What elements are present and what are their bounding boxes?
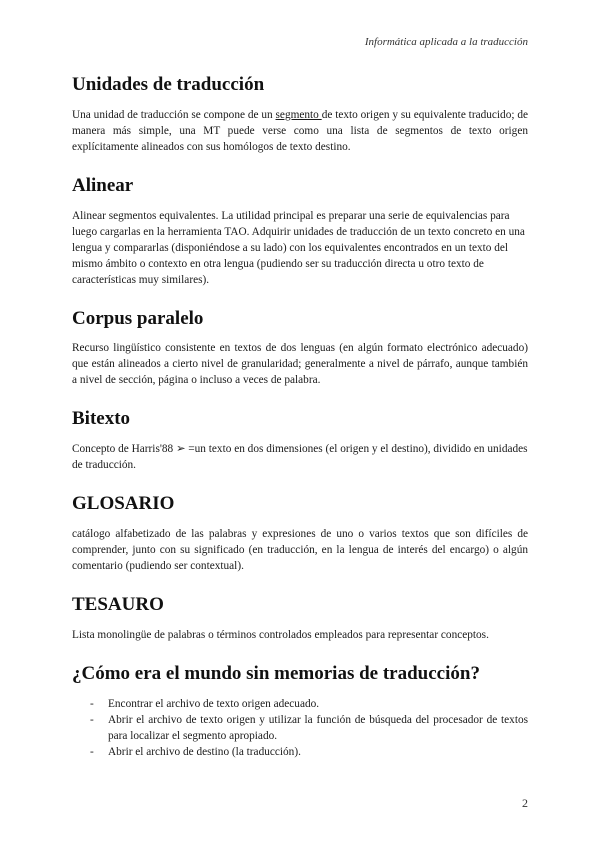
section-title: Bitexto (72, 408, 131, 430)
section-body: Alinear segmentos equivalentes. La utilidad principal es preparar una serie de equivalencias para luego cargarlas en la herramienta TAO. Adquirir unidades de traducción de un texto concreto en una lengua y compararlas (disponiéndose a su lado) con los equivalentes encontrados en un texto del mismo ámbito o contexto en otra lengua (pudiendo ser su traducción directa u otro texto de características muy similares). (72, 209, 525, 286)
section-tesauro (72, 594, 528, 643)
section-corpus-paralelo (72, 308, 528, 389)
document-body (72, 74, 528, 780)
page-number: 2 (522, 796, 528, 810)
section-body: Recurso lingüístico consistente en textos de dos lenguas (en algún formato electrónico adecuado) que están alineados a cierto nivel de granularidad; generalmente a nivel de párrafo, aunque también a nivel de sección, página o incluso a veces de palabra. (72, 342, 528, 387)
section-title: GLOSARIO (72, 493, 175, 515)
list-item: - Encontrar el archivo de texto origen adecuado. (90, 697, 320, 710)
section-title: Unidades de traducción (72, 74, 265, 95)
section-glosario (72, 493, 528, 574)
steps-list (72, 696, 528, 760)
section-title: TESAURO (72, 593, 164, 615)
section-body: Una unidad de traducción se compone de un segmento de texto origen y su equivalente traducido; de manera más simple, una MT puede verse como una lista de segmentos de texto origen explícitamente alineados con sus homólogos de texto destino. (72, 108, 529, 153)
list-item: - Abrir el archivo de destino (la traducción). (90, 745, 301, 758)
section-title: ¿Cómo era el mundo sin memorias de traducción? (72, 662, 480, 684)
segmento-link[interactable]: segmento (275, 108, 322, 121)
section-alinear (72, 175, 528, 288)
section-title: Alinear (72, 174, 134, 196)
section-body: Concepto de Harris'88 ➢ =un texto en dos dimensiones (el origen y el destino), dividido en unidades de traducción. (72, 443, 528, 472)
section-body: Lista monolingüe de palabras o términos controlados empleados para representar conceptos. (72, 628, 489, 641)
section-body: catálogo alfabetizado de las palabras y expresiones de uno o varios textos que son difíciles de comprender, junto con su significado (en traducción, en la lengua de interés del encargo) o algún comentario (pudiendo ser contextual). (72, 527, 528, 572)
section-title: Corpus paralelo (72, 307, 204, 329)
section-bitexto (72, 408, 528, 473)
section-mundo-sin-memorias (72, 663, 528, 760)
running-header: Informática aplicada a la traducción (364, 36, 528, 48)
list-item: - Abrir el archivo de texto origen y utilizar la función de búsqueda del procesador de textos para localizar el segmento apropiado. (90, 713, 528, 742)
section-unidades (72, 74, 528, 155)
